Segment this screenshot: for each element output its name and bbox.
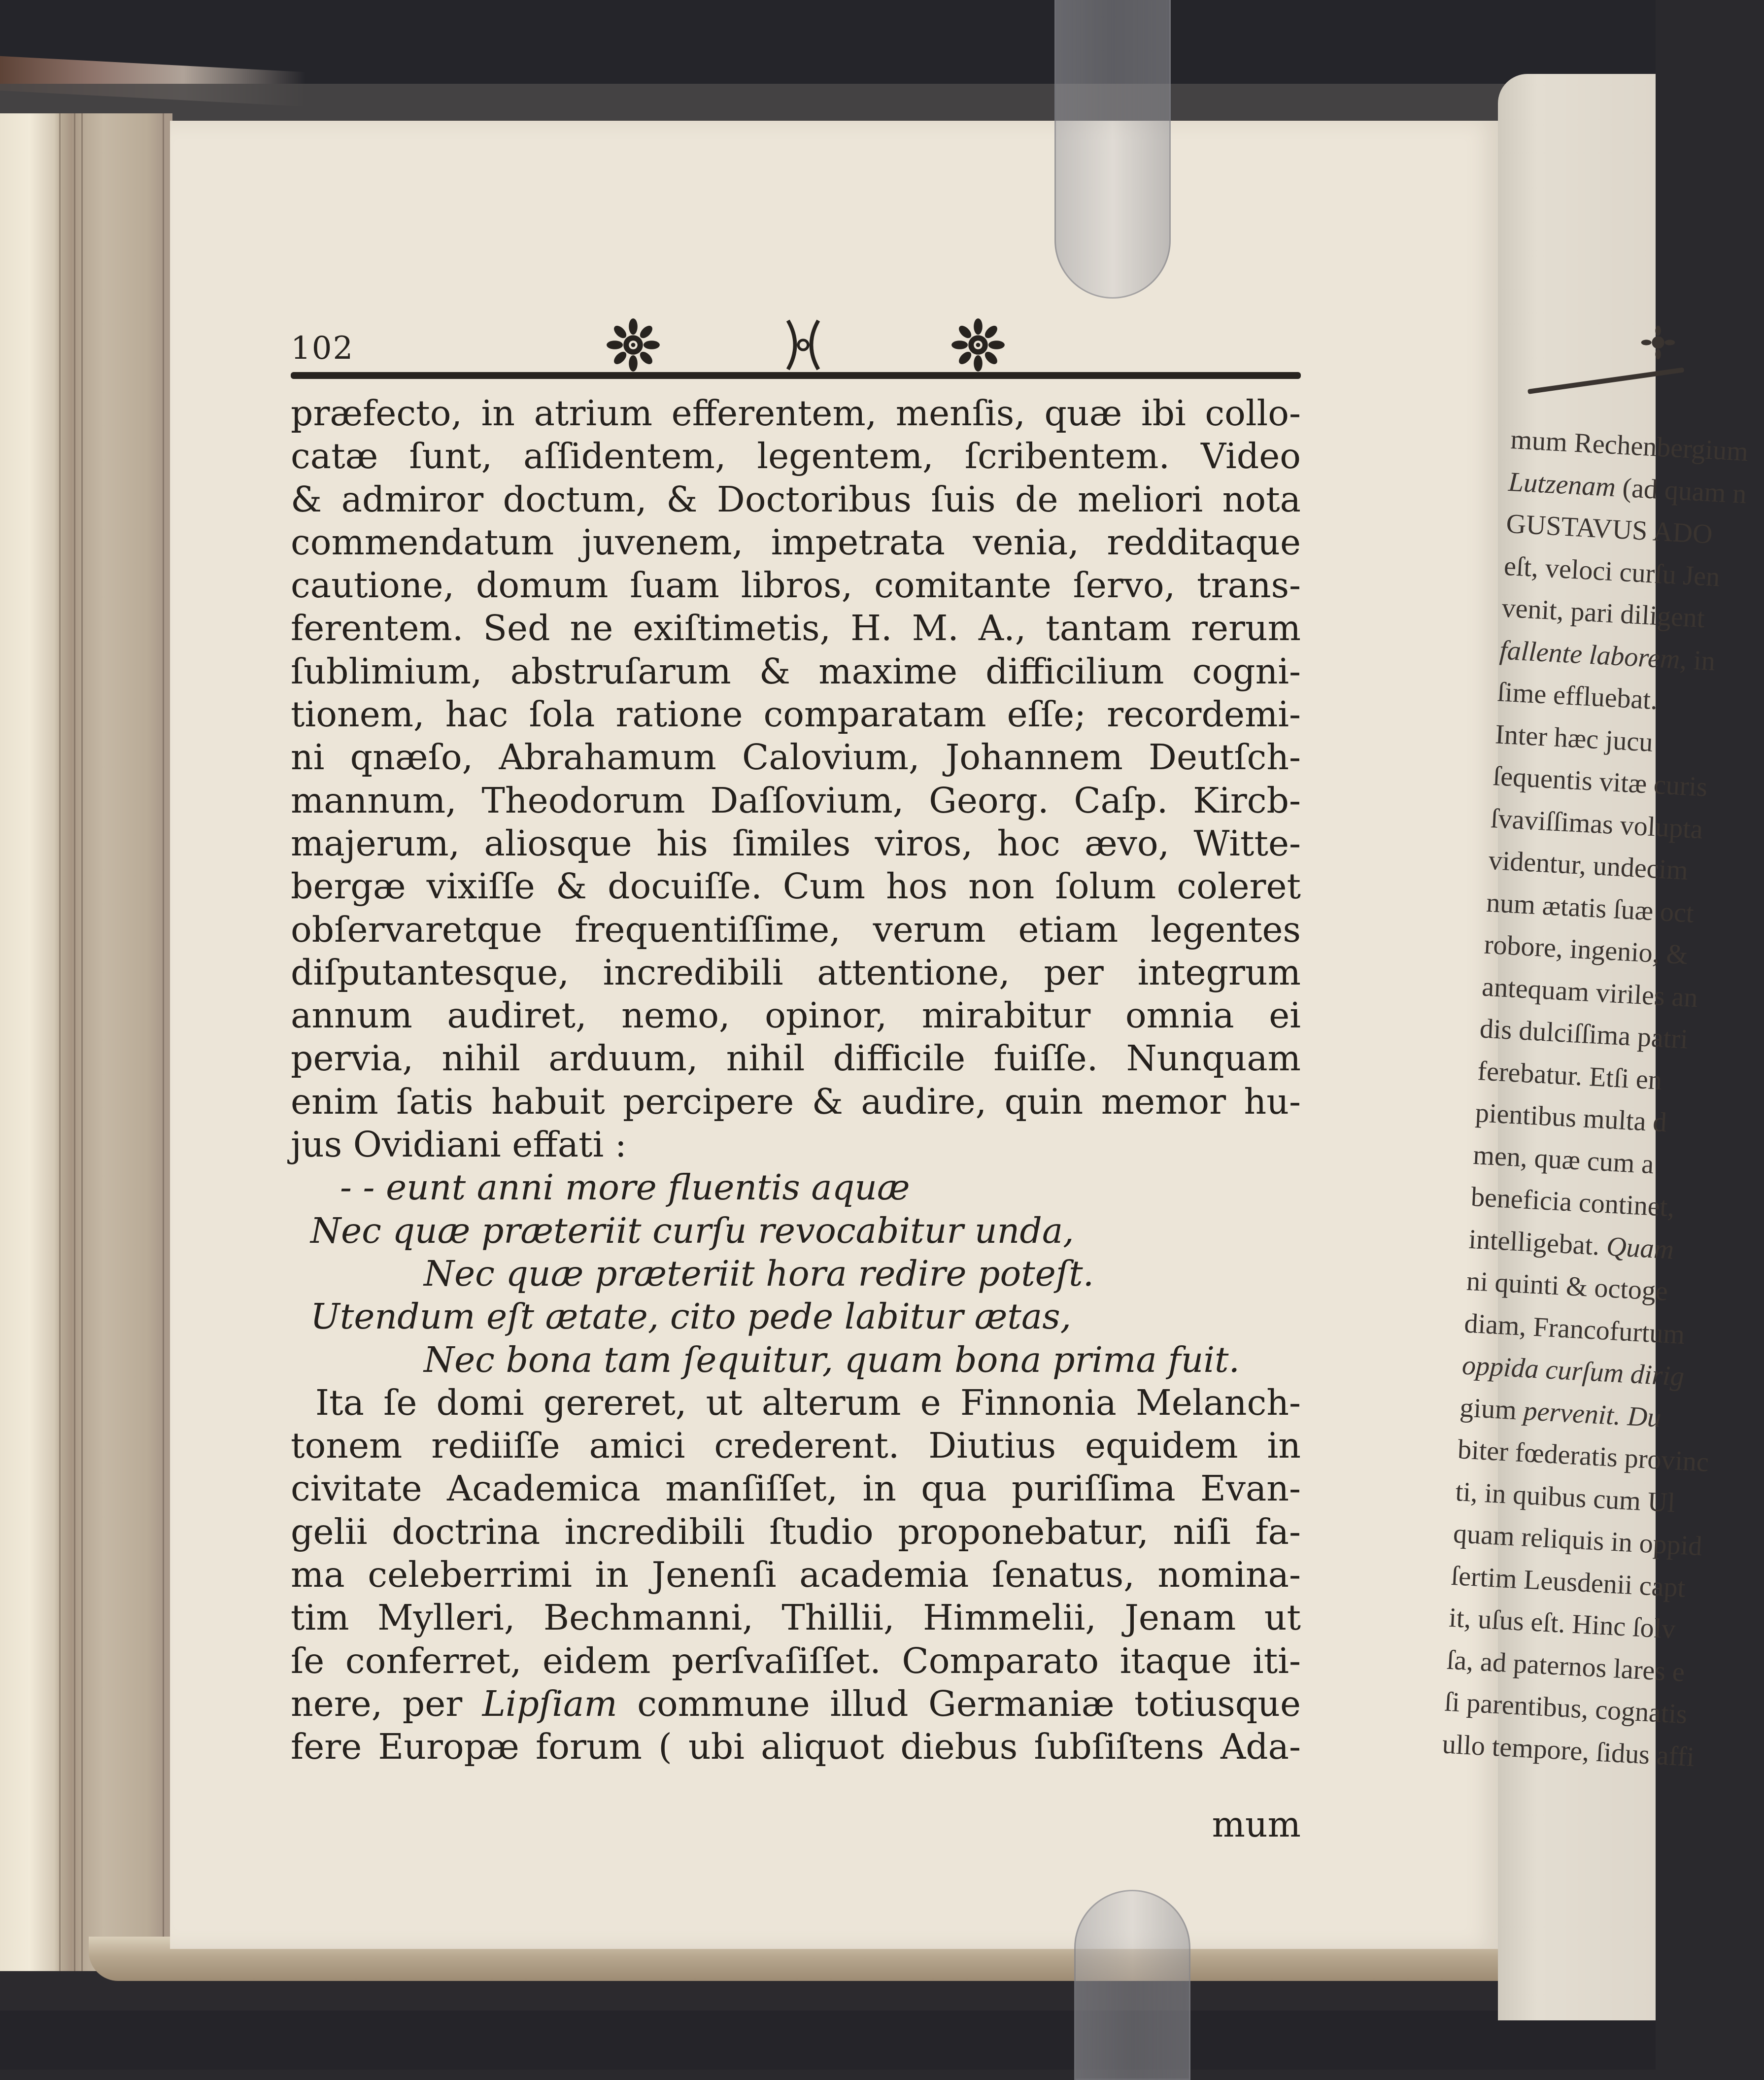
facing-header-rule	[1527, 367, 1684, 394]
italic-run: Quam	[1605, 1230, 1675, 1265]
text-run: ſertim Leusdenii capt	[1450, 1560, 1686, 1603]
text-line: jus Ovidiani effati :	[291, 1124, 627, 1165]
text-run: ſvaviſſimas volupta	[1490, 803, 1704, 845]
italic-run: Lutzenam	[1507, 466, 1617, 503]
text-line: Ita ſe domi gereret, ut alterum e Finnonia Melanch-	[315, 1382, 1301, 1423]
text-run: eſt, veloci curſu Jen	[1503, 550, 1721, 592]
text-line: fere Europæ forum ( ubi aliquot diebus ſubſiſtens Ada-	[291, 1726, 1301, 1768]
rosette-ornament-icon	[951, 318, 1005, 372]
text-line: ma celeberrimi in Jenenſi academia ſenatus, nomina-	[291, 1554, 1301, 1596]
text-run: , in	[1679, 644, 1716, 677]
verse-line: - - eunt anni more fluentis aquæ	[340, 1167, 910, 1208]
rosette-ornament-icon	[1641, 325, 1675, 360]
text-line: ni qnæſo, Abrahamum Calovium, Johannem Deutſch-	[291, 737, 1301, 778]
text-run: ſi parentibus, cognatis	[1443, 1686, 1688, 1730]
italic-place-name: Lipſiam	[482, 1683, 617, 1724]
text-run: GUSTAVUS ADO	[1505, 508, 1714, 550]
text-line	[291, 1682, 1301, 1725]
text-run: Inter hæc jucu	[1494, 718, 1654, 758]
text-line: catæ ſunt, aſſidentem, legentem, ſcribentem. Video	[291, 436, 1301, 477]
header-rule	[291, 372, 1301, 379]
text-run: pientibus multa d	[1474, 1097, 1668, 1138]
text-run: commune illud Germaniæ totiusque	[617, 1683, 1301, 1724]
text-run: ni quinti & octoge	[1465, 1265, 1669, 1307]
rosette-ornament-icon	[606, 318, 660, 372]
text-line: præfecto, in atrium efferentem, menſis, quæ ibi collo-	[291, 393, 1301, 434]
text-line: obſervaretque frequentiſſime, verum etiam legentes	[291, 909, 1301, 950]
cover-board-bottom	[0, 2011, 1656, 2070]
text-line: enim ſatis habuit percipere & audire, quin memor hu-	[291, 1081, 1301, 1122]
text-line: ſe conferret, eidem perſvaſiſſet. Comparato itaque iti-	[291, 1640, 1301, 1681]
text-line: gelii doctrina incredibili ſtudio proponebatur, niſi fa-	[291, 1511, 1301, 1552]
text-run: gium	[1459, 1392, 1525, 1426]
text-line: ſublimium, abstruſarum & maxime difficilium cogni-	[291, 650, 1301, 692]
text-line: diſputantesque, incredibili attentione, per integrum	[291, 952, 1301, 993]
text-run: ullo tempore, ſidus affi	[1441, 1728, 1696, 1773]
italic-run: oppida curſum dirig	[1461, 1350, 1685, 1392]
text-line: commendatum juvenem, impetrata venia, redditaque	[291, 521, 1301, 563]
text-line: mannum, Theodorum Daſſovium, Georg. Caſp. Kircb-	[291, 780, 1301, 821]
text-run: quam reliquis in oppid	[1452, 1518, 1703, 1562]
text-line: bergæ vixiſſe & docuiſſe. Cum hos non ſolum coleret	[291, 866, 1301, 907]
verse-line: Nec quæ præteriit hora redire poteſt.	[424, 1253, 1094, 1294]
running-head	[291, 318, 1301, 377]
text-run: videntur, undecim	[1488, 845, 1689, 886]
text-line: tionem, hac ſola ratione comparatam eſſe; recordemi-	[291, 694, 1301, 735]
text-run: ferebatur. Etſi en	[1477, 1055, 1663, 1096]
text-run: ſa, ad paternos lares e	[1446, 1644, 1686, 1688]
text-run: biter fœderatis provinc	[1457, 1434, 1710, 1478]
page-content	[291, 318, 1301, 1846]
text-line: tonem rediiſſe amici crederent. Diutius equidem in	[291, 1425, 1301, 1466]
catchword: mum	[1212, 1804, 1301, 1845]
text-run: intelligebat.	[1468, 1224, 1607, 1262]
text-line: majerum, aliosque his ſimiles viros, hoc ævo, Witte-	[291, 822, 1301, 864]
text-run: venit, pari diligent	[1501, 592, 1706, 634]
text-run: num ætatis ſuæ oct	[1485, 887, 1695, 929]
facing-page-right	[1441, 74, 1749, 2020]
text-run: nere, per	[291, 1683, 482, 1724]
verse-line: Utendum eſt ætate, cito pede labitur ætas,	[310, 1296, 1072, 1337]
text-run: it, uſus eſt. Hinc ſolv	[1448, 1602, 1676, 1645]
verse-line: Nec bona tam ſequitur, quam bona prima fuit.	[424, 1339, 1240, 1380]
text-line: & admiror doctum, & Doctoribus ſuis de meliori nota	[291, 478, 1301, 520]
text-line: cautione, domum ſuam libros, comitante ſervo, trans-	[291, 565, 1301, 606]
book-block-left	[0, 113, 172, 1971]
text-line: civitate Academica manſiſſet, in qua puriſſima Evan-	[291, 1468, 1301, 1509]
text-run: beneficia continet,	[1470, 1181, 1675, 1223]
text-line: annum audiret, nemo, opinor, mirabitur omnia ei	[291, 995, 1301, 1036]
text-run: ſequentis vitæ curis	[1492, 761, 1708, 803]
page-number: 102	[291, 330, 354, 367]
ovid-verse-quote	[291, 1166, 1301, 1381]
plastic-page-clip-top	[1054, 0, 1171, 299]
text-run: (ad quam n	[1615, 472, 1748, 510]
text-run: ſime effluebat.	[1496, 677, 1659, 716]
plastic-page-clip-bottom	[1074, 1890, 1190, 2080]
text-line: tim Mylleri, Bechmanni, Thillii, Himmelii, Jenam ut	[291, 1597, 1301, 1638]
crescent-ornament-icon	[776, 318, 830, 372]
text-line: pervia, nihil arduum, nihil difficile fuiſſe. Nunquam	[291, 1038, 1301, 1079]
paragraph-2	[291, 1381, 1301, 1769]
italic-run: pervenit. Du	[1523, 1395, 1662, 1433]
text-line: ferentem. Sed ne exiſtimetis, H. M. A., tantam rerum	[291, 608, 1301, 649]
paragraph-1	[291, 392, 1301, 1166]
text-run: diam, Francofurtum	[1463, 1308, 1686, 1350]
text-run: ti, in quibus cum Ul	[1455, 1476, 1676, 1518]
text-run: dis dulciſſima patri	[1479, 1013, 1689, 1055]
verse-line: Nec quæ præteriit curſu revocabitur unda,	[310, 1210, 1074, 1251]
text-run: mum Rechenbergium	[1510, 424, 1749, 468]
text-run: robore, ingenio, &	[1483, 929, 1689, 971]
body-text	[291, 392, 1301, 1846]
text-run: antequam viriles an	[1481, 971, 1699, 1013]
italic-run: fallente laborem	[1498, 634, 1681, 675]
text-run: men, quæ cum a	[1472, 1139, 1655, 1180]
book-page	[170, 121, 1500, 1949]
